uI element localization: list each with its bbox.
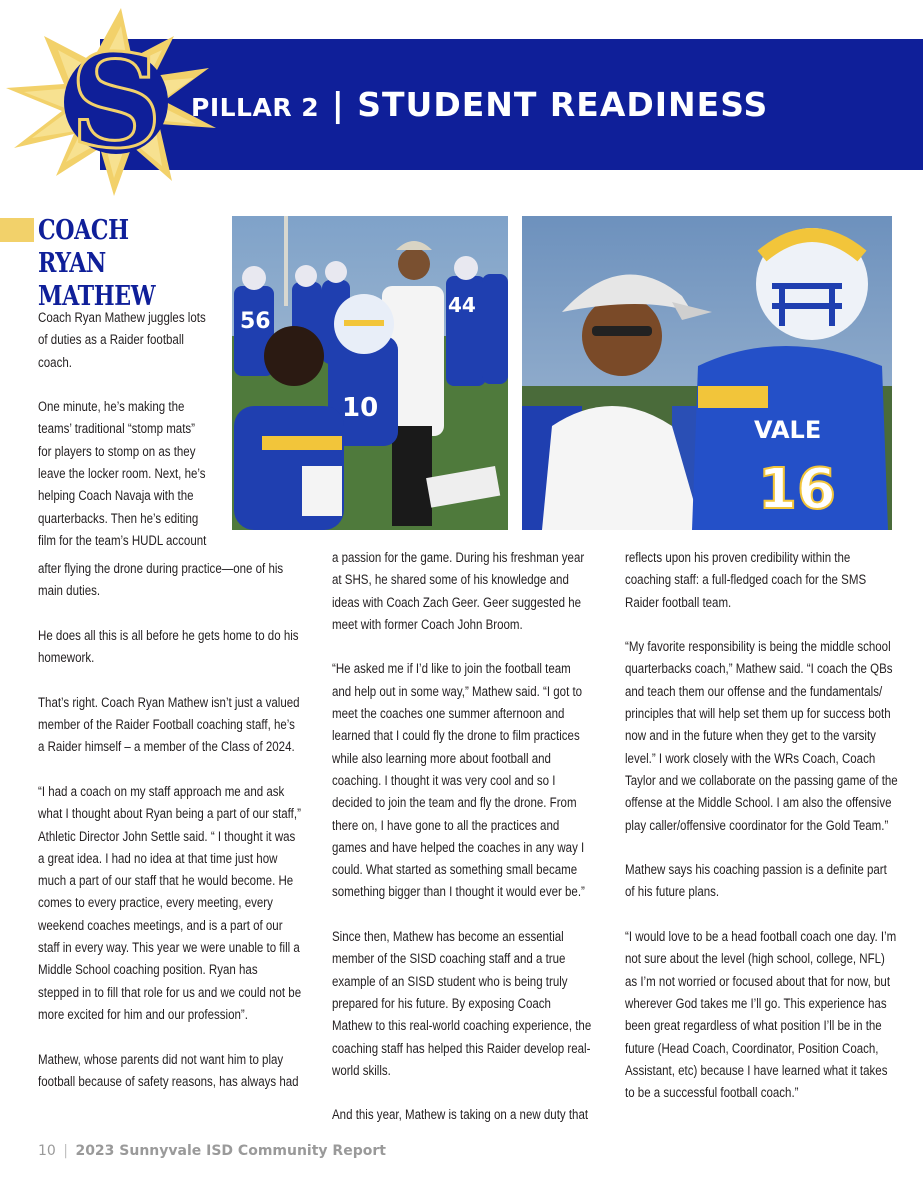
article-column-1-top <box>38 307 210 552</box>
article-title <box>38 214 190 313</box>
article-column-2 <box>332 547 592 1149</box>
paragraph: Since then, Mathew has become an essential member of the SISD coaching staff and a true example of an SISD student who is being truly prepared for his future. By exposing Coach Mathew to this real-world coaching experience, the coaching staff has helped this Raider develop real-world skills. <box>332 929 592 1078</box>
paragraph: Mathew, whose parents did not want him to play football because of safety reasons, has always had <box>38 1051 299 1089</box>
paragraph: after flying the drone during practice—one of his main duties. <box>38 561 284 599</box>
photo-coach-and-quarterback <box>522 216 892 530</box>
svg-text:16: 16 <box>758 457 836 522</box>
paragraph: That’s right. Coach Ryan Mathew isn’t just a valued member of the Raider Football coaching staff, he’s a Raider himself – a member of the Class of 2024. <box>38 694 300 755</box>
svg-text:VALE: VALE <box>754 416 822 444</box>
paragraph: He does all this is all before he gets home to do his homework. <box>38 627 299 666</box>
footer-separator: | <box>63 1143 68 1159</box>
paragraph: Mathew says his coaching passion is a definite part of his future plans. <box>625 862 887 900</box>
paragraph: Coach Ryan Mathew juggles lots of duties as a Raider football coach. <box>38 310 206 370</box>
paragraph: a passion for the game. During his freshman year at SHS, he shared some of his knowledge and ideas with Coach Zach Geer. Geer suggested he meet with former Coach John Broom. <box>332 550 585 632</box>
svg-text:S: S <box>69 27 163 177</box>
section-title: STUDENT READINESS <box>357 85 769 124</box>
report-title: 2023 Sunnyvale ISD Community Report <box>75 1143 386 1159</box>
pillar-label: PILLAR 2 <box>191 93 320 122</box>
page-number: 10 <box>38 1143 56 1159</box>
sunnyvale-logo <box>4 6 218 196</box>
paragraph: “He asked me if I’d like to join the football team and help out in some way,” Mathew said. “I got to meet the coaches one summer afternoon and learned that I could fly the drone to film practices while also learning more about football and coaching. I thought it was very cool and so I decided to join the team and fly the drone. From there on, I have gone to all the practices and games and have helped the coaches in any way I could. What started as something small became something bigger than I thought it would ever be.” <box>332 661 585 900</box>
svg-text:44: 44 <box>448 293 476 317</box>
banner-title <box>191 83 768 127</box>
paragraph: And this year, Mathew is taking on a new duty that <box>332 1107 589 1123</box>
page-footer <box>38 1143 386 1159</box>
article-column-3 <box>625 547 898 1127</box>
paragraph: reflects upon his proven credibility within the coaching staff: a full-fledged coach for the SMS Raider football team. <box>625 550 867 610</box>
title-separator: | <box>331 85 345 124</box>
title-line-1: COACH RYAN <box>38 215 129 279</box>
paragraph: “My favorite responsibility is being the middle school quarterbacks coach,” Mathew said. “I coach the QBs and teach them our offense and the fundamentals/ principles that will help set them up for success both now and in the future when they get to the varsity level.” I work closely with the WRs Coach, Coach Taylor and we collaborate on the passing game of the offense at the Middle School. I am also the offensive play caller/offensive coordinator for the Gold Team.” <box>625 639 898 833</box>
paragraph: One minute, he’s making the teams’ traditional “stomp mats” for players to stomp on as they leave the locker room. Next, he’s helping Coach Navaja with the quarterbacks. Then he’s editing film for the team’s HUDL account <box>38 399 207 548</box>
article-column-1-bottom <box>38 558 301 1115</box>
title-line-2: MATHEW <box>38 281 156 312</box>
heading-accent-bar <box>0 218 34 242</box>
svg-text:10: 10 <box>342 393 379 423</box>
svg-text:56: 56 <box>240 309 271 334</box>
paragraph: “I would love to be a head football coach one day. I’m not sure about the level (high school, college, NFL) as I’m not worried or focused about that for now, but wherever God takes me I’ll go. This experience has been great regardless of what position I’ll be in the future (Head Coach, Coordinator, Position Coach, Assistant, etc) because I have learned what it takes to be a successful football coach.” <box>625 929 897 1101</box>
photo-sideline-team <box>232 216 508 530</box>
paragraph: “I had a coach on my staff approach me and ask what I thought about Ryan being a part of our staff,” Athletic Director John Settle said. “ I thought it was a great idea. I had no idea at that time just how much a part of our staff that he would become. He comes to every practice, every meeting, every weekend coaches meetings, and is a part of our staff in every way. This year we were unable to fill a Middle School coaching position. Ryan has stepped in to fill that role for us and we could not be more excited for him and our profession”. <box>38 783 302 1022</box>
